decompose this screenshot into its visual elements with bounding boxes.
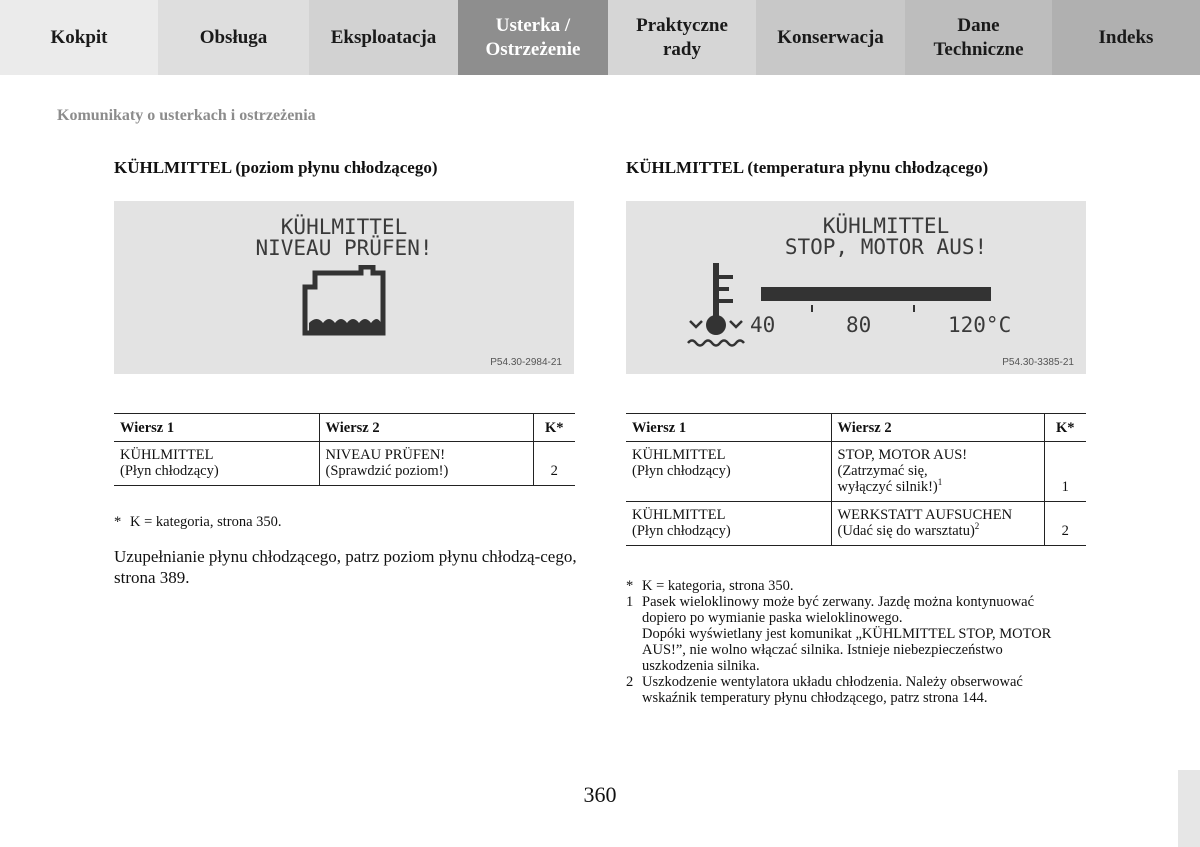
tab-praktyczne-rady[interactable] xyxy=(608,0,756,75)
right-heading: KÜHLMITTEL (temperatura płynu chłodzącego) xyxy=(626,158,989,177)
page-number: 360 xyxy=(583,782,617,807)
tab-eksploatacja[interactable] xyxy=(309,0,458,75)
tab-konserwacja[interactable] xyxy=(756,0,905,75)
tab-label: Kokpit xyxy=(50,26,108,48)
column-header: K* xyxy=(533,414,575,442)
column-header: Wiersz 2 xyxy=(319,414,533,442)
tab-label: Indeks xyxy=(1098,26,1154,48)
tab-indeks[interactable] xyxy=(1052,0,1200,75)
cell-line: (Płyn chłodzący) xyxy=(632,463,731,479)
column-header: Wiersz 1 xyxy=(114,414,319,442)
cell-line xyxy=(838,479,1038,495)
cell-text: wyłączyć silnik!) xyxy=(837,479,938,495)
tab-usterka-ostrzezenie[interactable] xyxy=(458,0,608,75)
tab-kokpit[interactable] xyxy=(0,0,158,75)
footnote xyxy=(626,594,1096,674)
section-title: Komunikaty o usterkach i ostrzeżenia xyxy=(57,107,316,124)
footnote-line: AUS!”, nie wolno włączać silnika. Istnieje niebezpieczeństwo xyxy=(642,642,1003,658)
footnote-mark: * xyxy=(114,514,122,530)
footnote-line: K = kategoria, strona 350. xyxy=(642,578,794,594)
cell-text: (Udać się do warsztatu) xyxy=(837,523,975,539)
cell-line: STOP, MOTOR AUS! xyxy=(837,447,968,463)
column-header: Wiersz 2 xyxy=(831,414,1044,442)
cell-line: (Sprawdzić poziom!) xyxy=(325,463,449,479)
gauge-scale-40: 40 xyxy=(750,313,776,337)
tab-label: Praktyczne rady xyxy=(636,14,728,60)
display-line-1: KÜHLMITTEL xyxy=(280,215,408,239)
gauge-scale-120: 120°C xyxy=(948,313,1012,337)
table-cell xyxy=(831,442,1044,502)
left-heading: KÜHLMITTEL (poziom płynu chłodzącego) xyxy=(114,158,438,177)
tab-obsluga[interactable] xyxy=(158,0,309,75)
cell-line: (Zatrzymać się, xyxy=(837,463,928,479)
column-header: Wiersz 1 xyxy=(626,414,831,442)
figure-code: P54.30-2984-21 xyxy=(490,357,562,368)
footnote-line: uszkodzenia silnika. xyxy=(642,658,760,674)
footnote-text: K = kategoria, strona 350. xyxy=(130,514,282,530)
footnote-mark: 1 xyxy=(626,594,634,610)
figure-code: P54.30-3385-21 xyxy=(1002,357,1074,368)
coolant-reservoir-icon xyxy=(297,265,397,337)
table-header-row xyxy=(114,414,575,442)
left-footnote xyxy=(114,514,584,530)
display-coolant-level xyxy=(114,201,574,374)
refill-paragraph: Uzupełnianie płynu chłodzącego, patrz poziom płynu chłodzą-cego, strona 389. xyxy=(114,547,577,587)
tab-label: Usterka / Ostrzeżenie xyxy=(485,14,581,60)
table-row xyxy=(114,442,575,486)
gauge-ticks xyxy=(761,305,991,313)
footnote-line: wskaźnik temperatury płynu chłodzącego, patrz strona 144. xyxy=(642,690,988,706)
footnote-ref: 2 xyxy=(974,521,980,532)
cell-line xyxy=(838,523,1038,539)
display-line-2: NIVEAU PRÜFEN! xyxy=(255,236,433,260)
footnote-line: Dopóki wyświetlany jest komunikat „KÜHLMITTEL STOP, MOTOR xyxy=(642,626,1052,642)
table-cell xyxy=(626,502,831,546)
category-cell: 2 xyxy=(533,442,575,486)
tab-dane-techniczne[interactable] xyxy=(905,0,1052,75)
tab-label: Eksploatacja xyxy=(330,26,437,48)
gauge-scale-80: 80 xyxy=(846,313,872,337)
footnote-mark: * xyxy=(626,578,634,594)
cell-line: KÜHLMITTEL xyxy=(120,447,214,463)
coolant-temperature-icon xyxy=(686,259,756,351)
display-line-2: STOP, MOTOR AUS! xyxy=(784,235,988,259)
display-line-1: KÜHLMITTEL xyxy=(822,214,950,238)
left-message-table xyxy=(114,413,575,486)
cell-line: WERKSTATT AUFSUCHEN xyxy=(837,507,1013,523)
cell-line: KÜHLMITTEL xyxy=(632,507,726,523)
right-message-table xyxy=(626,413,1086,546)
temperature-gauge-fill xyxy=(761,287,991,301)
tab-label: Obsługa xyxy=(199,26,268,48)
table-cell xyxy=(626,442,831,502)
cell-line: (Płyn chłodzący) xyxy=(120,463,219,479)
table-cell xyxy=(831,502,1044,546)
footnote xyxy=(626,674,1096,706)
column-header: K* xyxy=(1044,414,1086,442)
temperature-gauge xyxy=(761,287,991,301)
footnote xyxy=(626,578,1096,594)
tab-label: Dane Techniczne xyxy=(933,14,1024,60)
display-coolant-temperature xyxy=(626,201,1086,374)
table-header-row xyxy=(626,414,1086,442)
table-row xyxy=(626,502,1086,546)
footnote-line: Uszkodzenie wentylatora układu chłodzenia. Należy obserwować xyxy=(642,674,1023,690)
category-cell: 2 xyxy=(1044,502,1086,546)
chapter-navigation xyxy=(0,0,1200,75)
right-footnotes xyxy=(626,578,1096,706)
table-cell xyxy=(319,442,533,486)
tab-label: Konserwacja xyxy=(777,26,884,48)
cell-line: (Płyn chłodzący) xyxy=(632,523,731,539)
cell-line: NIVEAU PRÜFEN! xyxy=(325,447,446,463)
category-cell: 1 xyxy=(1044,442,1086,502)
footnote-line: Pasek wieloklinowy może być zerwany. Jazdę można kontynuować xyxy=(642,594,1035,610)
table-cell xyxy=(114,442,319,486)
footnote-line: dopiero po wymianie paska wieloklinowego. xyxy=(642,610,903,626)
cell-line: KÜHLMITTEL xyxy=(632,447,726,463)
footnote-mark: 2 xyxy=(626,674,634,690)
page-edge-marker xyxy=(1178,770,1200,847)
table-row xyxy=(626,442,1086,502)
footnote-ref: 1 xyxy=(937,477,943,488)
